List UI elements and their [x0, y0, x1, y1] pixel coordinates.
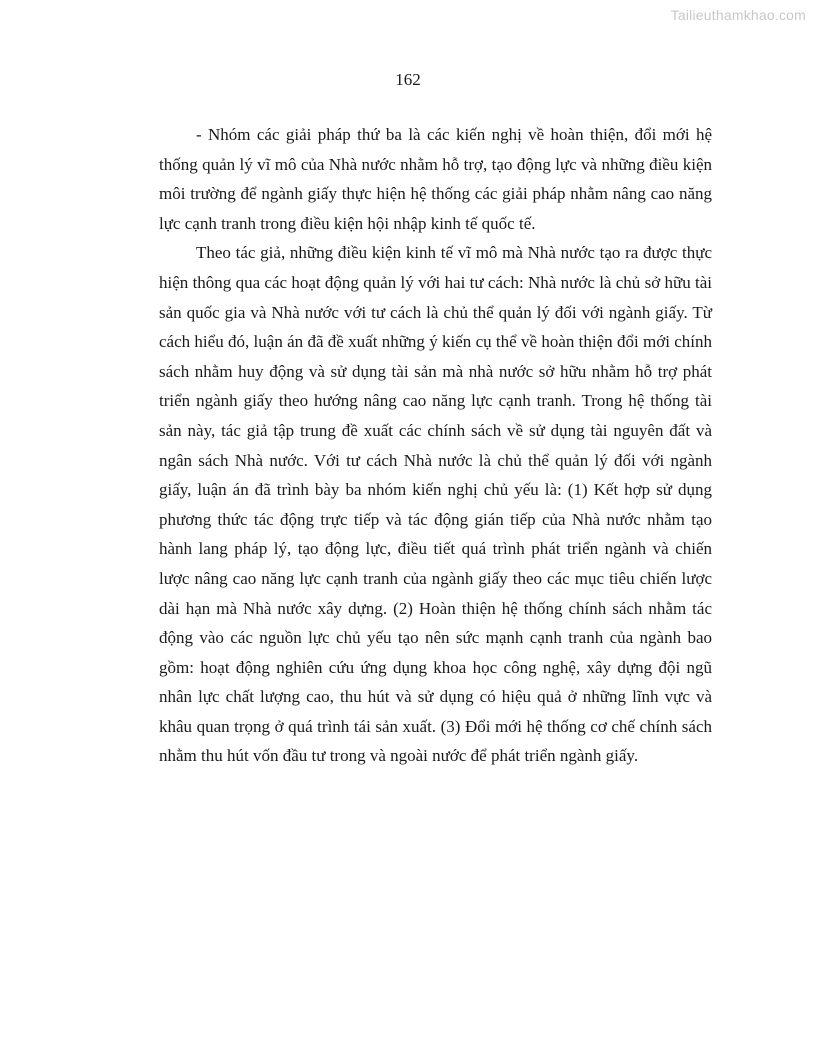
- watermark: Tailieuthamkhao.com: [670, 7, 806, 23]
- page-number: 162: [395, 70, 421, 89]
- paragraph-macro-conditions: Theo tác giả, những điều kiện kinh tế vĩ mô mà Nhà nước tạo ra được thực hiện thông qua các hoạt động quản lý với hai tư cách: Nhà nước là chủ sở hữu tài sản quốc gia và Nhà nước với tư cách là chủ thể quản lý đối với ngành giấy. Từ cách hiểu đó, luận án đã đề xuất những ý kiến cụ thể về hoàn thiện đổi mới chính sách nhằm huy động và sử dụng tài sản mà nhà nước sở hữu nhằm hỗ trợ phát triển ngành giấy theo hướng nâng cao năng lực cạnh tranh. Trong hệ thống tài sản này, tác giả tập trung đề xuất các chính sách về sử dụng tài nguyên đất và ngân sách Nhà nước. Với tư cách Nhà nước là chủ thể quản lý đối với ngành giấy, luận án đã trình bày ba nhóm kiến nghị chủ yếu là: (1) Kết hợp sử dụng phương thức tác động trực tiếp và tác động gián tiếp của Nhà nước nhằm tạo hành lang pháp lý, tạo động lực, điều tiết quá trình phát triển ngành và chiến lược nâng cao năng lực cạnh tranh của ngành giấy theo các mục tiêu chiến lược dài hạn mà Nhà nước xây dựng. (2) Hoàn thiện hệ thống chính sách nhằm tác động vào các nguồn lực chủ yếu tạo nên sức mạnh cạnh tranh của ngành bao gồm: hoạt động nghiên cứu ứng dụng khoa học công nghệ, xây dựng đội ngũ nhân lực chất lượng cao, thu hút và sử dụng có hiệu quả ở những lĩnh vực và khâu quan trọng ở quá trình tái sản xuất. (3) Đổi mới hệ thống cơ chế chính sách nhằm thu hút vốn đầu tư trong và ngoài nước để phát triển ngành giấy.: [159, 243, 712, 766]
- paragraph-solutions-group-three: - Nhóm các giải pháp thứ ba là các kiến nghị về hoàn thiện, đổi mới hệ thống quản lý vĩ mô của Nhà nước nhằm hỗ trợ, tạo động lực và những điều kiện môi trường để ngành giấy thực hiện hệ thống các giải pháp nhằm nâng cao năng lực cạnh tranh trong điều kiện hội nhập kinh tế quốc tế.: [159, 125, 712, 233]
- document-body: [159, 120, 712, 771]
